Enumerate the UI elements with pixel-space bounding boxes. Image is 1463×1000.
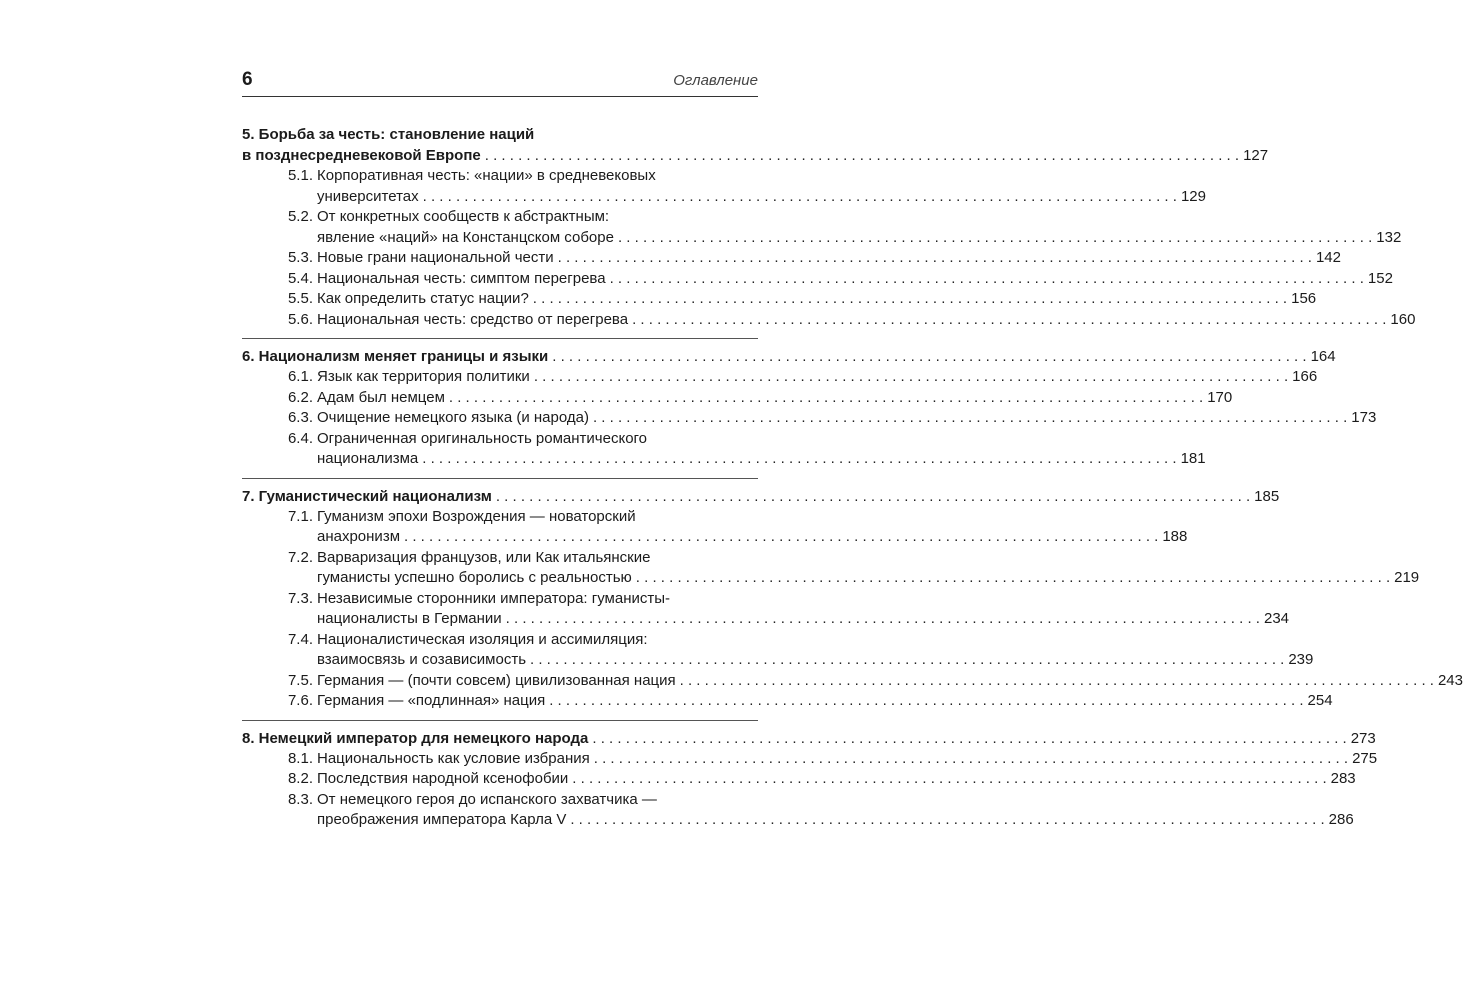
section-page-number: 286	[1328, 811, 1354, 828]
section-title-line: Независимые сторонники императора: гуманисты-	[317, 589, 671, 607]
dot-leader	[636, 568, 1390, 589]
section-title-text: Очищение немецкого языка (и народа)	[317, 409, 589, 426]
section-number: 7.3.	[287, 589, 313, 607]
toc-section-entry[interactable]	[286, 589, 1290, 630]
page-number: 6	[242, 69, 253, 90]
section-number: 8.1.	[287, 749, 313, 767]
section-title-text: гуманисты успешно боролись с реальностью	[317, 569, 632, 586]
toc-section-entry[interactable]	[286, 289, 1317, 310]
section-title-text: Последствия народной ксенофобии	[317, 770, 569, 787]
toc-section-entry[interactable]	[286, 166, 1206, 207]
section-number: 5.1.	[287, 167, 313, 184]
section-number: 7.5.	[287, 671, 313, 689]
chapter-title-text: 8. Немецкий император для немецкого народа	[242, 729, 589, 747]
toc-section-entry[interactable]	[286, 507, 1188, 548]
dot-leader	[422, 449, 1176, 470]
section-page-number: 166	[1292, 368, 1318, 385]
section-page-number: 181	[1180, 450, 1206, 467]
dot-leader	[552, 346, 1306, 367]
dot-leader	[496, 486, 1250, 507]
dot-leader	[558, 248, 1312, 269]
dot-leader	[533, 289, 1287, 310]
dot-leader	[506, 609, 1260, 630]
section-number: 7.1.	[287, 507, 313, 525]
dot-leader	[594, 749, 1348, 770]
chapter-block	[242, 486, 1463, 721]
section-title-text: Национальность как условие избрания	[317, 749, 590, 767]
section-number: 5.4.	[287, 269, 313, 287]
toc-section-entry[interactable]	[286, 248, 1341, 269]
toc-section-entry[interactable]	[286, 207, 1402, 248]
toc-section-entry[interactable]	[286, 790, 1354, 831]
section-page-number: 132	[1376, 228, 1402, 246]
toc-section-entry[interactable]	[286, 388, 1233, 409]
section-number: 7.6.	[287, 692, 313, 709]
section-number: 5.5.	[287, 290, 313, 307]
section-title-line: Ограниченная оригинальность романтического	[317, 429, 648, 447]
toc-section-entry[interactable]	[286, 749, 1378, 770]
section-page-number: 234	[1263, 610, 1290, 627]
chapter-block	[242, 346, 1377, 479]
dot-leader	[632, 310, 1386, 331]
section-title-line: Варваризация французов, или Как итальянские	[317, 548, 651, 566]
section-title-text: национализма	[317, 450, 419, 467]
section-title-text: Национальная честь: симптом перегрева	[317, 269, 606, 287]
chapter-title-text: 6. Национализм меняет границы и языки	[242, 348, 549, 365]
section-number: 7.2.	[287, 548, 313, 566]
dot-leader	[570, 810, 1324, 831]
section-number: 6.1.	[287, 368, 313, 385]
section-page-number: 129	[1180, 187, 1206, 205]
chapter-page-number: 273	[1350, 729, 1376, 747]
section-title-text: Германия — (почти совсем) цивилизованная нация	[317, 671, 676, 689]
section-title-line: Националистическая изоляция и ассимиляция:	[317, 630, 648, 648]
section-title-text: явление «наций» на Констанцском соборе	[317, 228, 614, 246]
section-title-text: Адам был немцем	[317, 388, 445, 406]
dot-leader	[572, 769, 1326, 790]
section-page-number: 243	[1437, 671, 1463, 689]
section-page-number: 170	[1207, 388, 1233, 406]
dot-leader	[404, 527, 1158, 548]
chapter-title[interactable]	[242, 728, 1376, 749]
toc-section-entry[interactable]	[286, 691, 1333, 712]
section-page-number: 239	[1288, 651, 1314, 668]
section-number: 5.2.	[287, 208, 313, 225]
section-title-text: университетах	[317, 187, 419, 205]
chapter-title-text: в позднесредневековой Европе	[242, 147, 481, 164]
chapter-title[interactable]	[242, 486, 1280, 507]
section-title-line: От немецкого героя до испанского захватчика —	[317, 790, 657, 808]
chapter-title-line: 5. Борьба за честь: становление наций	[242, 126, 535, 143]
section-title-text: националисты в Германии	[317, 610, 502, 627]
chapter-page-number: 127	[1243, 147, 1269, 164]
dot-leader	[534, 367, 1288, 388]
section-page-number: 152	[1367, 269, 1393, 287]
section-title-text: анахронизм	[317, 528, 401, 545]
toc-section-entry[interactable]	[286, 367, 1318, 388]
chapter-page-number: 185	[1254, 487, 1280, 505]
section-number: 7.4.	[287, 630, 313, 648]
dot-leader	[449, 388, 1203, 409]
section-number: 6.3.	[287, 409, 313, 426]
section-title-text: Язык как территория политики	[317, 368, 530, 385]
section-page-number: 156	[1291, 290, 1317, 307]
running-title: Оглавление	[673, 72, 758, 89]
section-page-number: 173	[1351, 409, 1377, 426]
section-title-line: От конкретных сообществ к абстрактным:	[317, 208, 610, 225]
section-title-text: Германия — «подлинная» нация	[317, 692, 546, 709]
section-page-number: 142	[1315, 249, 1341, 266]
page-header	[242, 66, 758, 97]
toc-section-entry[interactable]	[286, 548, 1420, 589]
dot-leader	[592, 728, 1346, 749]
toc-section-entry[interactable]	[286, 429, 1206, 470]
section-page-number: 188	[1162, 528, 1188, 545]
chapter-page-number: 164	[1310, 348, 1336, 365]
section-page-number: 219	[1394, 569, 1420, 586]
dot-leader	[485, 145, 1239, 166]
section-number: 8.2.	[287, 770, 313, 787]
dot-leader	[680, 671, 1434, 692]
dot-leader	[618, 228, 1372, 249]
section-title-line: Гуманизм эпохи Возрождения — новаторский	[317, 507, 636, 525]
toc-section-entry[interactable]	[286, 671, 1463, 692]
section-title-line: Корпоративная честь: «нации» в средневековых	[317, 167, 656, 184]
section-number: 6.4.	[287, 429, 313, 447]
section-page-number: 283	[1330, 770, 1356, 787]
toc-section-entry[interactable]	[286, 269, 1393, 290]
section-page-number: 275	[1352, 749, 1378, 767]
chapter-block	[242, 124, 1416, 339]
section-title-text: Национальная честь: средство от перегрева	[317, 310, 629, 328]
section-number: 8.3.	[287, 790, 313, 808]
toc-section-entry[interactable]	[286, 769, 1356, 790]
toc-section-entry[interactable]	[286, 310, 1416, 331]
dot-leader	[593, 408, 1347, 429]
section-title-text: преображения императора Карла V	[317, 811, 567, 828]
chapter-block	[242, 728, 1378, 839]
toc-section-entry[interactable]	[286, 408, 1377, 429]
section-page-number: 160	[1390, 310, 1416, 328]
section-number: 6.2.	[287, 388, 313, 406]
section-title-text: Как определить статус нации?	[317, 290, 529, 307]
section-title-text: Новые грани национальной чести	[317, 249, 554, 266]
dot-leader	[610, 269, 1364, 290]
toc-section-entry[interactable]	[286, 630, 1314, 671]
section-number: 5.3.	[287, 249, 313, 266]
chapter-title-text: 7. Гуманистический национализм	[242, 487, 492, 505]
section-number: 5.6.	[287, 310, 313, 328]
dot-leader	[530, 650, 1284, 671]
chapter-title[interactable]	[242, 346, 1336, 367]
section-page-number: 254	[1307, 692, 1333, 709]
dot-leader	[423, 187, 1177, 208]
dot-leader	[549, 691, 1303, 712]
table-of-contents	[242, 124, 1463, 846]
chapter-title[interactable]	[242, 124, 1269, 166]
section-title-text: взаимосвязь и созависимость	[317, 651, 527, 668]
